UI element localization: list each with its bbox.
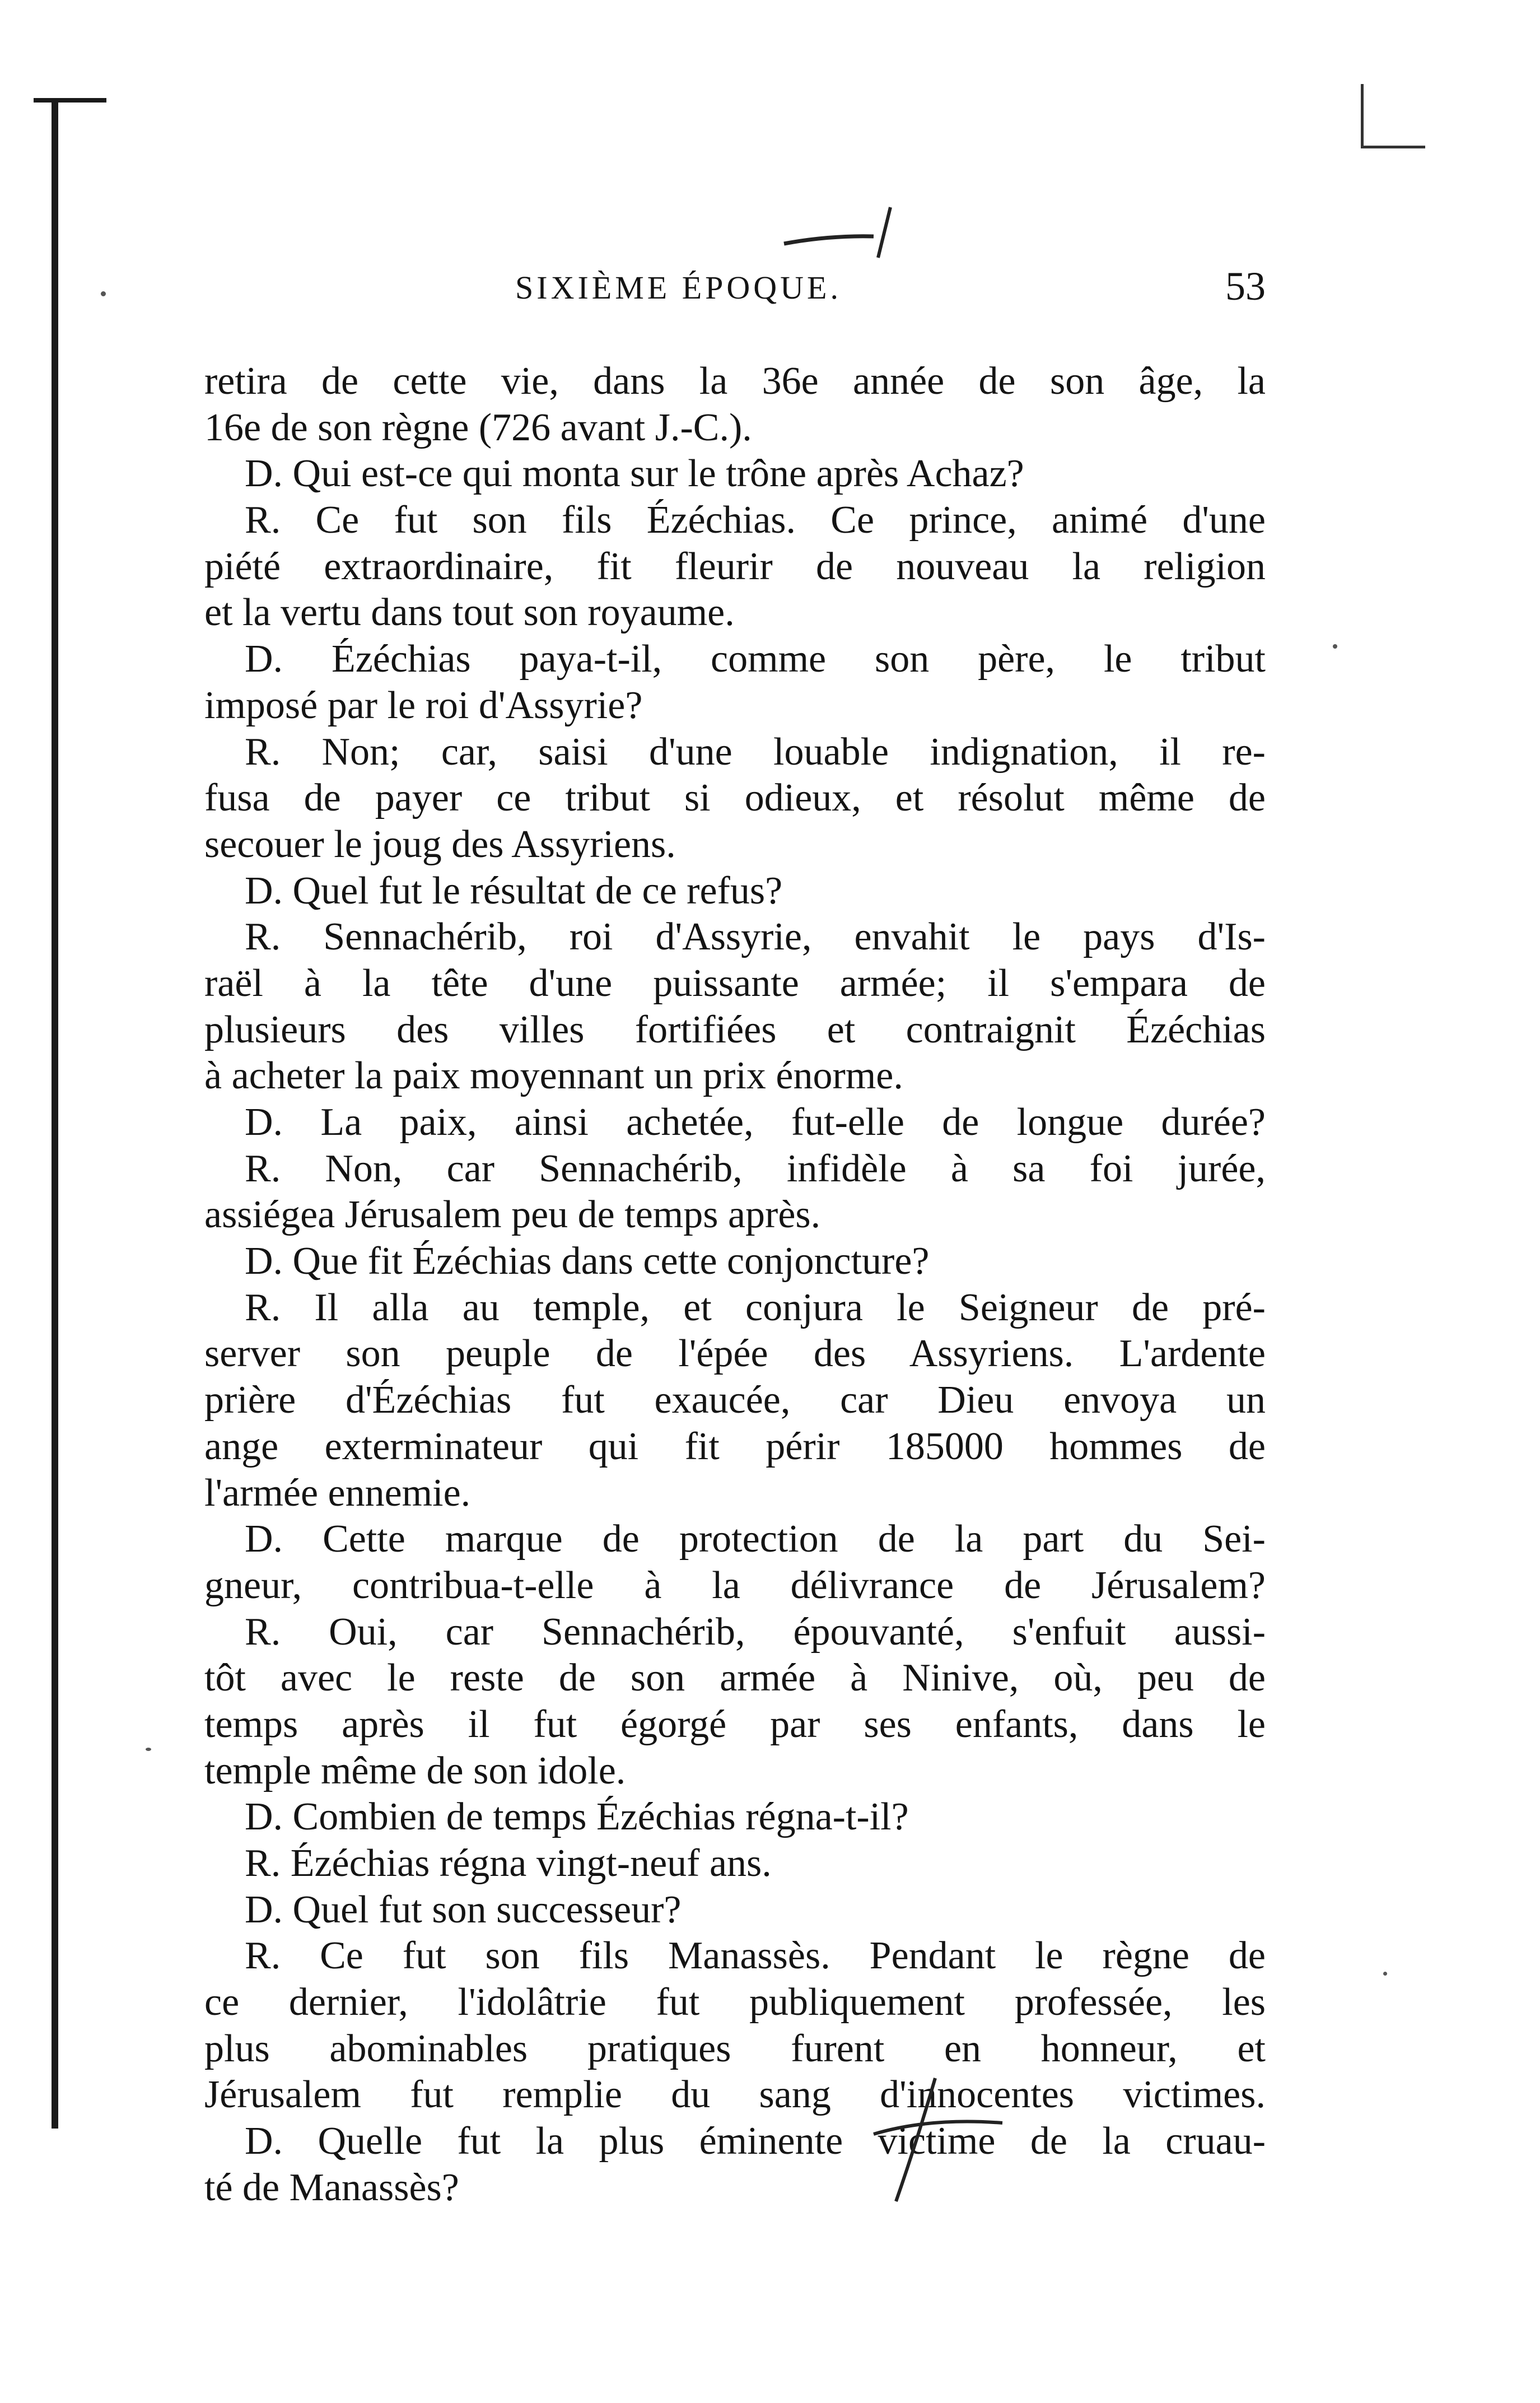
text-line: D. Quelle fut la plus éminente victime de la cruau- [245, 2120, 1266, 2163]
text-line: retira de cette vie, dans la 36e année de son âge, la [204, 360, 1266, 403]
text-line: à acheter la paix moyennant un prix énorme. [204, 1054, 903, 1098]
text-line: R. Ce fut son fils Ézéchias. Ce prince, animé d'une [245, 499, 1266, 542]
text-line: tôt avec le reste de son armée à Ninive, où, peu de [204, 1656, 1266, 1700]
text-line: et la vertu dans tout son royaume. [204, 591, 735, 635]
text-line: assiégea Jérusalem peu de temps après. [204, 1193, 821, 1237]
running-title: SIXIÈME ÉPOQUE. [515, 269, 842, 306]
text-line: R. Non; car, saisi d'une louable indignation, il re- [245, 730, 1266, 774]
text-line: R. Non, car Sennachérib, infidèle à sa foi jurée, [245, 1147, 1266, 1190]
text-line: fusa de payer ce tribut si odieux, et résolut même de [204, 776, 1266, 820]
text-line: temps après il fut égorgé par ses enfants, dans le [204, 1702, 1266, 1746]
text-line: secouer le joug des Assyriens. [204, 822, 676, 866]
text-line: imposé par le roi d'Assyrie? [204, 683, 643, 727]
paper-speck [101, 291, 106, 296]
text-line: ange exterminateur qui fit périr 185000 hommes de [204, 1424, 1266, 1468]
text-line: ce dernier, l'idolâtrie fut publiquement professée, les [204, 1981, 1266, 2024]
pen-cross-mark [862, 2067, 1019, 2213]
text-line: prière d'Ézéchias fut exaucée, car Dieu envoya un [204, 1379, 1266, 1422]
text-line: temple même de son idole. [204, 1749, 626, 1792]
text-line: plus abominables pratiques furent en honneur, et [204, 2027, 1266, 2070]
binding-edge-top [34, 98, 106, 103]
text-line: gneur, contribua-t-elle à la délivrance de Jérusalem? [204, 1563, 1266, 1607]
text-line: D. Qui est-ce qui monta sur le trône après Achaz? [245, 452, 1024, 496]
text-line: D. Quel fut son successeur? [245, 1888, 682, 1931]
paper-speck [1333, 644, 1337, 649]
text-line: D. Cette marque de protection de la part du Sei- [245, 1517, 1266, 1561]
text-line: 16e de son règne (726 avant J.-C.). [204, 406, 752, 449]
text-line: R. Oui, car Sennachérib, épouvanté, s'enfuit aussi- [245, 1610, 1266, 1654]
text-line: D. Que fit Ézéchias dans cette conjoncture? [245, 1240, 930, 1283]
body-text [204, 358, 1266, 2211]
text-line: plusieurs des villes fortifiées et contraignit Ézéchias [204, 1008, 1266, 1051]
text-line: D. Combien de temps Ézéchias régna-t-il? [245, 1795, 909, 1839]
text-line: té de Manassès? [204, 2166, 459, 2209]
text-line: R. Il alla au temple, et conjura le Seigneur de pré- [245, 1286, 1266, 1329]
page-number: 53 [1225, 264, 1266, 309]
text-line: D. La paix, ainsi achetée, fut-elle de longue durée? [245, 1101, 1266, 1144]
text-line: raël à la tête d'une puissante armée; il s'empara de [204, 961, 1266, 1005]
text-line: R. Sennachérib, roi d'Assyrie, envahit le pays d'Is- [245, 915, 1266, 959]
text-line: R. Ézéchias régna vingt-neuf ans. [245, 1842, 772, 1885]
binding-edge-rule [52, 101, 58, 2129]
text-line: R. Ce fut son fils Manassès. Pendant le règne de [245, 1934, 1266, 1978]
pen-stroke-mark [778, 202, 924, 263]
page-header [207, 264, 1266, 319]
text-line: piété extraordinaire, fit fleurir de nouveau la religion [204, 544, 1266, 588]
text-line: Jérusalem fut remplie du sang d'innocentes victimes. [204, 2073, 1266, 2117]
text-line: server son peuple de l'épée des Assyriens. L'ardente [204, 1332, 1266, 1376]
paper-speck [1383, 1972, 1387, 1976]
text-line: D. Ézéchias paya-t-il, comme son père, le tribut [245, 637, 1266, 681]
paper-speck [146, 1748, 151, 1751]
corner-mark [1361, 84, 1425, 148]
text-line: D. Quel fut le résultat de ce refus? [245, 869, 783, 912]
text-line: l'armée ennemie. [204, 1471, 471, 1515]
